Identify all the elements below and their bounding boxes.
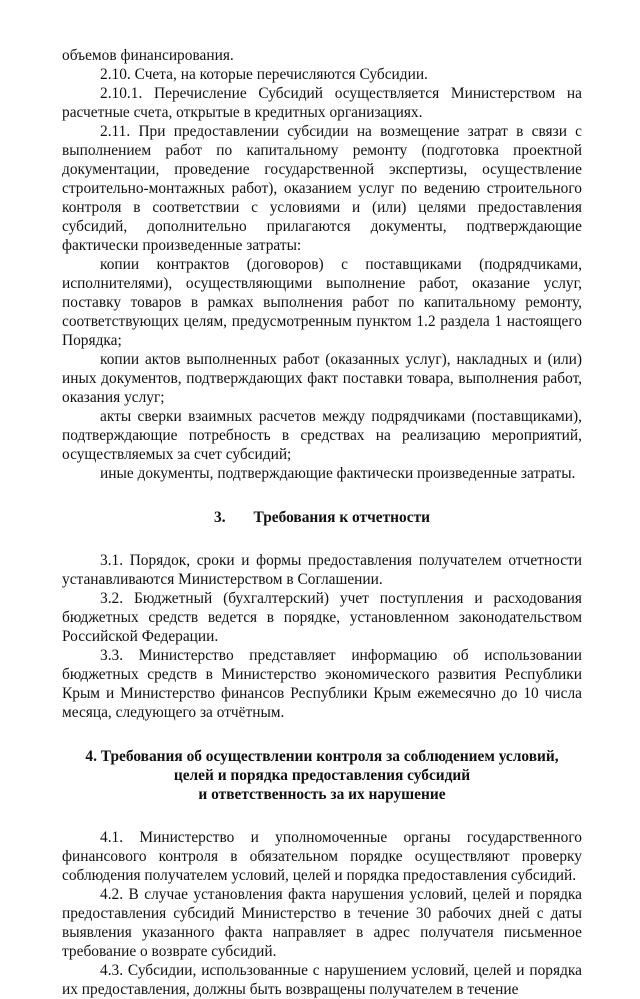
section-4-title-line-1: 4. Требования об осуществлении контроля за соблюдением условий,	[85, 748, 559, 765]
paragraph-3-2: 3.2. Бюджетный (бухгалтерский) учет поступления и расходования бюджетных средств ведется в порядке, установленном законодательством Российской Федерации.	[62, 590, 582, 645]
paragraph-acts: копии актов выполненных работ (оказанных услуг), накладных и (или) иных документов, подтверждающих факт поставки товара, выполнения работ, оказания услуг;	[62, 351, 582, 406]
section-3-title: Требования к отчетности	[253, 509, 430, 526]
paragraph-other-docs: иные документы, подтверждающие фактически произведенные затраты.	[100, 465, 576, 482]
section-4-title-line-2: целей и порядка предоставления субсидий	[173, 767, 471, 784]
paragraph-4-1: 4.1. Министерство и уполномоченные органы государственного финансового контроля в обязательном порядке осуществляют проверку соблюдения получателем условий, целей и порядка предоставления субсидий.	[62, 829, 582, 884]
paragraph-2-10: 2.10. Счета, на которые перечисляются Субсидии.	[100, 66, 428, 83]
section-4-heading	[62, 747, 582, 804]
document-body	[62, 46, 582, 999]
paragraph-financing: объемов финансирования.	[62, 47, 234, 64]
paragraph-contracts: копии контрактов (договоров) с поставщиками (подрядчиками, исполнителями), осуществляющими выполнение работ, оказание услуг, поставку товаров в рамках выполнения работ по капитальному ремонту, соответствующих целям, предусмотренным пунктом 1.2 раздела 1 настоящего Порядка;	[62, 256, 582, 349]
section-3-heading	[62, 508, 582, 527]
paragraph-4-2: 4.2. В случае установления факта нарушения условий, целей и порядка предоставления субсидий Министерство в течение 30 рабочих дней с даты выявления указанного факта направляет в адрес получателя письменное требование о возврате субсидий.	[62, 886, 582, 960]
section-3-number: 3.	[214, 509, 226, 526]
paragraph-reconciliation: акты сверки взаимных расчетов между подрядчиками (поставщиками), подтверждающие потребность в средствах на реализацию мероприятий, осуществляемых за счет субсидий;	[62, 408, 582, 463]
paragraph-3-1: 3.1. Порядок, сроки и формы предоставления получателем отчетности устанавливаются Министерством в Соглашении.	[62, 552, 582, 588]
paragraph-2-10-1: 2.10.1. Перечисление Субсидий осуществляется Министерством на расчетные счета, открытые в кредитных организациях.	[62, 85, 582, 121]
section-4-title-line-3: и ответственность за их нарушение	[198, 786, 446, 803]
paragraph-4-3: 4.3. Субсидии, использованные с нарушением условий, целей и порядка их предоставления, должны быть возвращены получателем в течение	[62, 962, 582, 998]
paragraph-3-3: 3.3. Министерство представляет информацию об использовании бюджетных средств в Министерство экономического развития Республики Крым и Министерство финансов Республики Крым ежемесячно до 10 числа месяца, следующего за отчётным.	[62, 647, 582, 721]
paragraph-2-11: 2.11. При предоставлении субсидии на возмещение затрат в связи с выполнением работ по капитальному ремонту (подготовка проектной документации, проведение государственной экспертизы, осуществление строительно-монтажных работ), оказанием услуг по ведению строительного контроля в соответствии с условиями и (или) целями предоставления субсидий, дополнительно прилагаются документы, подтверждающие фактически произведенные затраты:	[62, 123, 582, 254]
